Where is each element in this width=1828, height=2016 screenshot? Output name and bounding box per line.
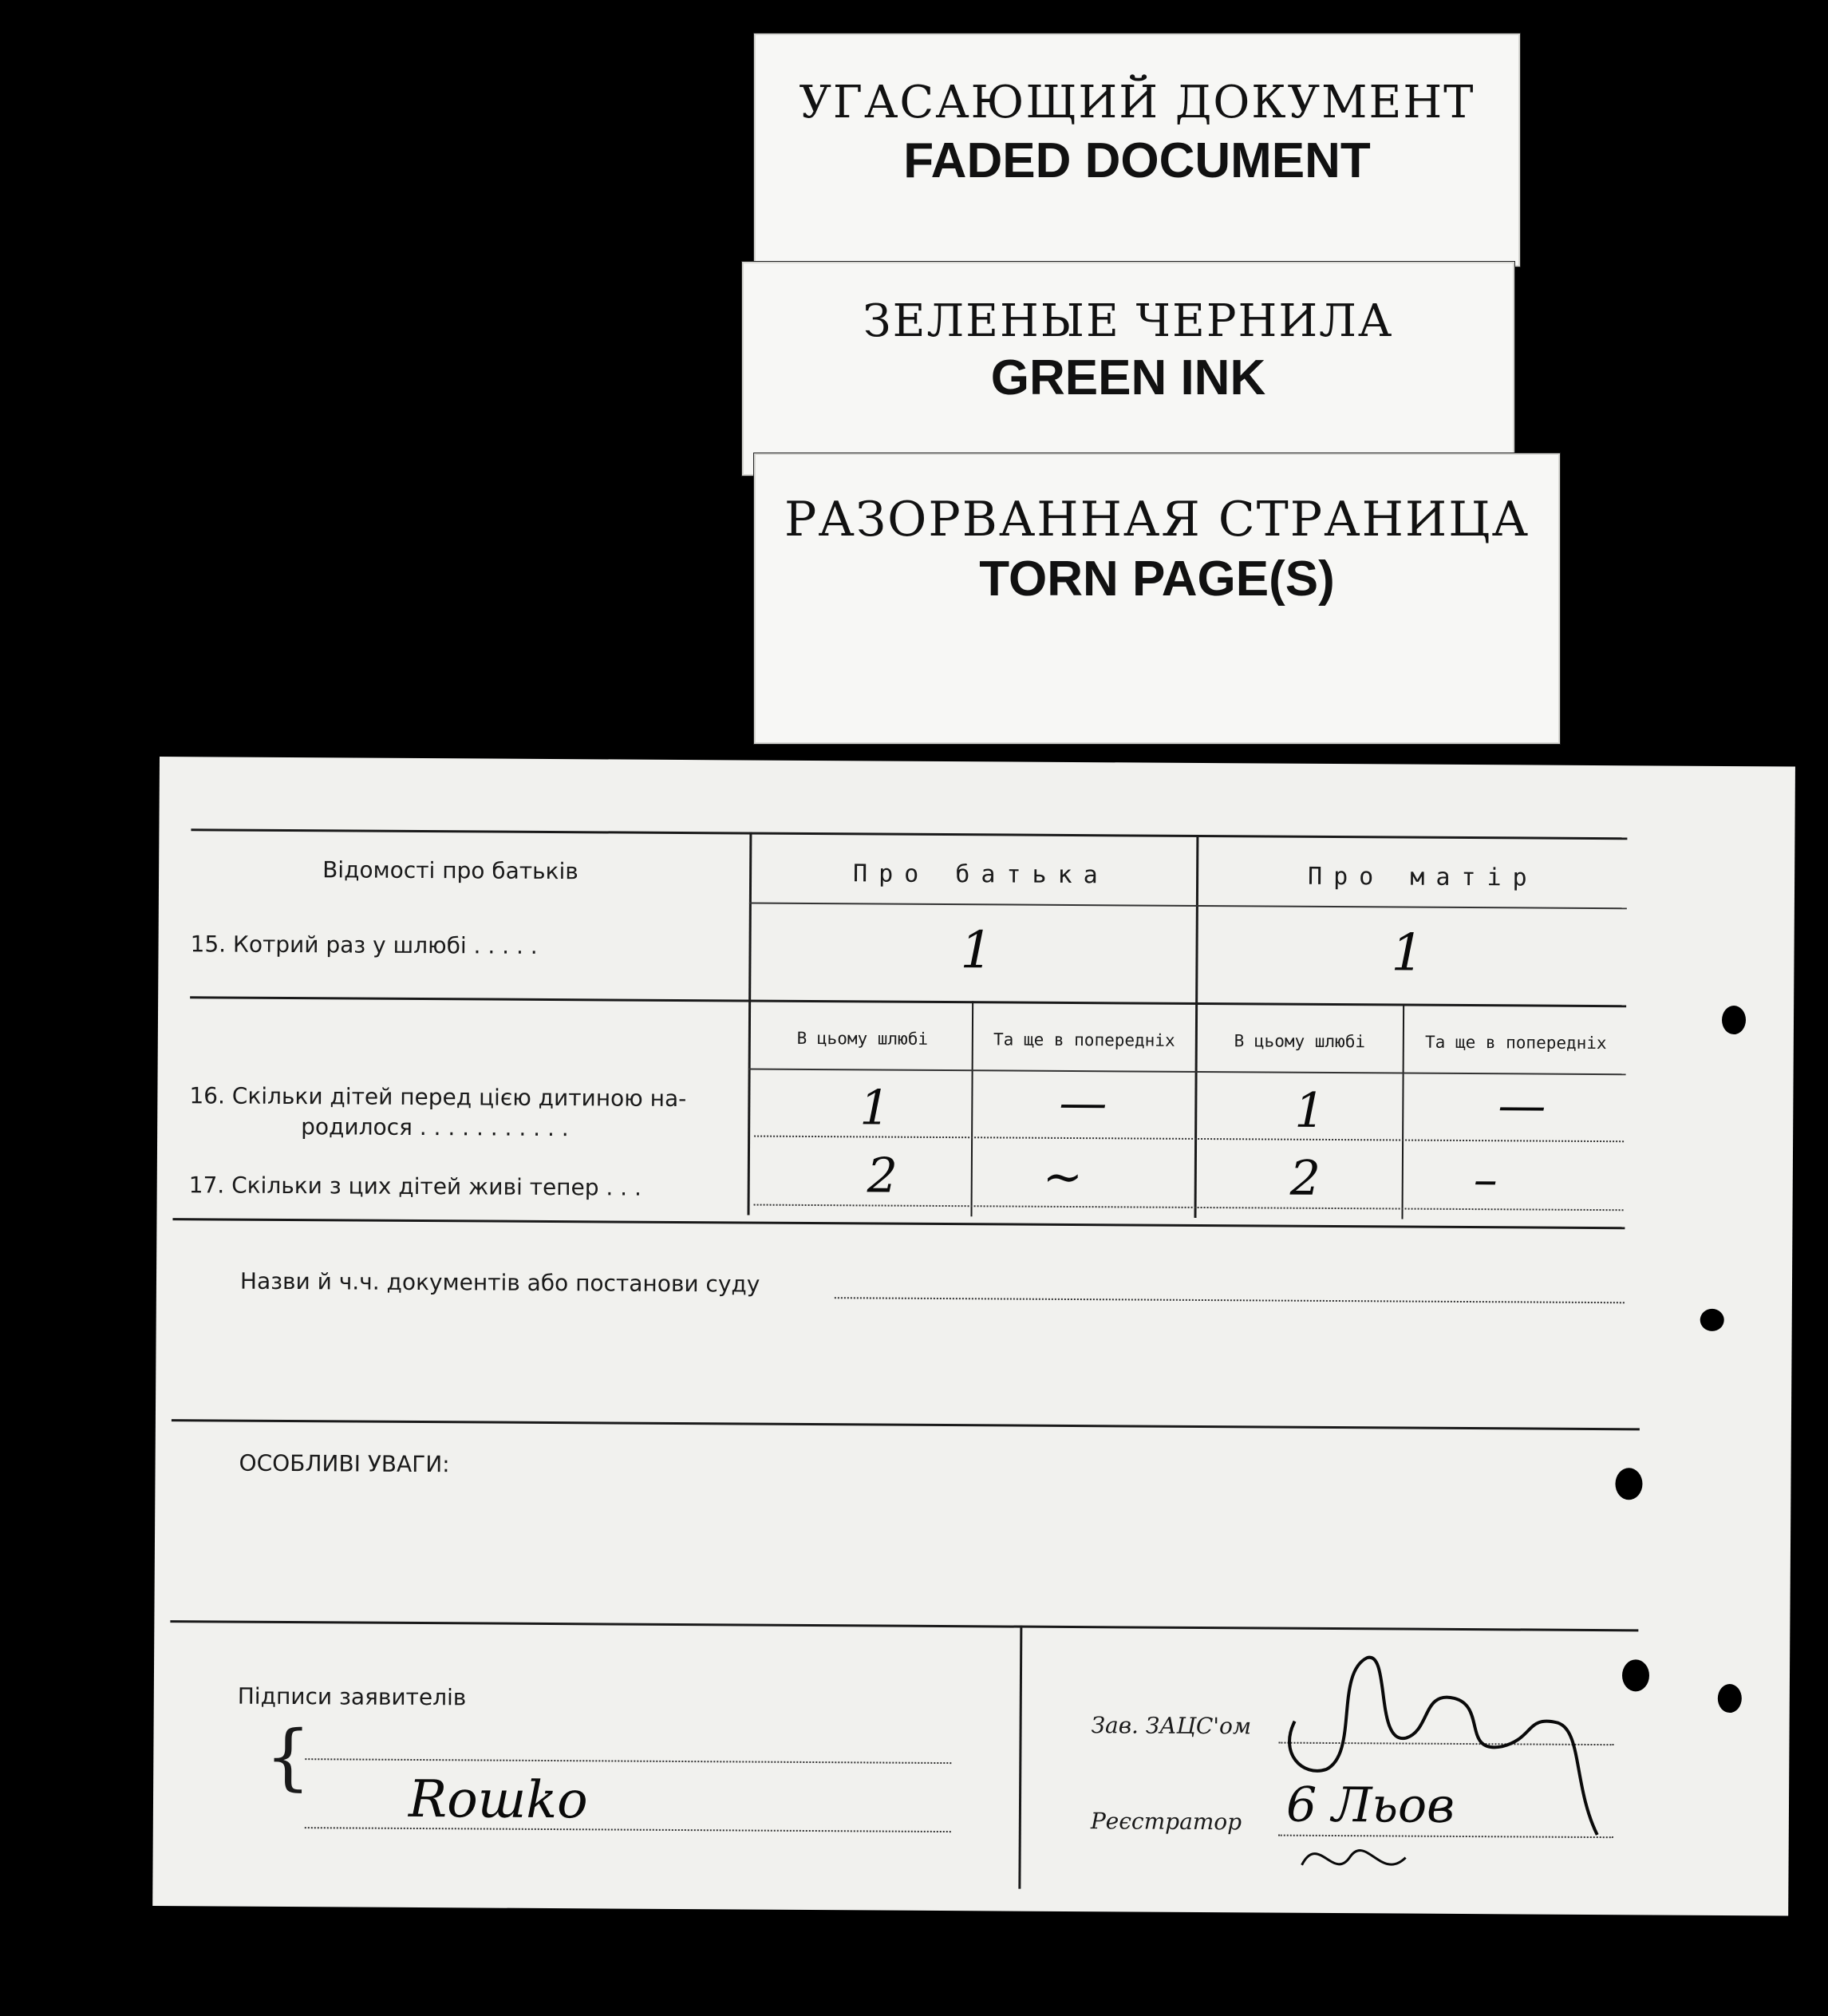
- row16-mother-previous: —: [1498, 1077, 1546, 1134]
- signature-brace: {: [265, 1714, 311, 1800]
- row17-father-current: 2: [867, 1148, 898, 1204]
- row16-mother-current: 1: [1294, 1082, 1325, 1139]
- punch-hole: [1722, 1006, 1746, 1034]
- row16-father-current: 1: [859, 1080, 890, 1136]
- row17-mother-previous: –: [1473, 1152, 1498, 1208]
- green-ink-ru: ЗЕЛЕНЫЕ ЧЕРНИЛА: [863, 295, 1394, 347]
- torn-page-en: TORN PAGE(S): [979, 551, 1335, 607]
- mother-subcolumn-divider: [1401, 1004, 1404, 1219]
- table-bottom-border: [172, 1218, 1625, 1229]
- row17-mother-current: 2: [1289, 1150, 1321, 1207]
- mother-current-marriage-header: В цьому шлюбі: [1234, 1031, 1366, 1052]
- row17-father-previous: ~: [1042, 1148, 1084, 1206]
- green-ink-card: [742, 262, 1514, 476]
- mother-previous-marriages-header: Та ще в попередніх: [1424, 1032, 1607, 1053]
- applicant-signature-line-2: [305, 1827, 951, 1832]
- row15-bottom-border: [190, 996, 1626, 1007]
- subheader-underline: [748, 1069, 1626, 1076]
- punch-hole: [1622, 1659, 1649, 1691]
- faded-document-card: [754, 34, 1520, 267]
- head-of-registry-label: Зав. ЗАЦС'ом: [1091, 1712, 1252, 1740]
- column-divider-father-mother: [1194, 835, 1198, 1218]
- applicant-signature-line-1: [305, 1758, 951, 1764]
- header-underline: [749, 903, 1627, 910]
- father-current-marriage-header: В цьому шлюбі: [796, 1028, 929, 1049]
- mother-header: Про матір: [1308, 862, 1538, 892]
- registrar-label: Реєстратор: [1090, 1808, 1242, 1836]
- punch-hole: [1718, 1684, 1742, 1713]
- applicants-signatures-label: Підписи заявителів: [237, 1682, 467, 1711]
- torn-page-card: [754, 453, 1560, 744]
- column-divider-parents: [748, 832, 752, 1216]
- birth-record-form: [152, 757, 1795, 1915]
- father-subcolumn-divider: [970, 1001, 973, 1216]
- row16-dotted-line: [754, 1136, 1624, 1143]
- registrar-signature: 6 Льов: [1285, 1777, 1455, 1834]
- table-top-border: [191, 828, 1627, 840]
- documents-dotted-line: [835, 1297, 1625, 1303]
- row15-label: 15. Котрий раз у шлюбі . . . . .: [190, 931, 538, 959]
- father-header: Про батька: [853, 860, 1109, 890]
- head-signature-scribble: [1269, 1626, 1606, 1899]
- faded-document-ru: УГАСАЮЩИЙ ДОКУМЕНТ: [799, 77, 1475, 128]
- row17-label: 17. Скільки з цих дітей живі тепер . . .: [188, 1172, 642, 1201]
- row15-father-value: 1: [960, 921, 993, 981]
- documents-bottom-border: [172, 1419, 1640, 1430]
- green-ink-en: GREEN INK: [990, 350, 1266, 405]
- punch-hole: [1615, 1468, 1642, 1500]
- punch-hole: [1700, 1309, 1724, 1331]
- row16-label-line2: родилося . . . . . . . . . . .: [301, 1113, 569, 1142]
- remarks-label: ОСОБЛИВІ УВАГИ:: [239, 1449, 450, 1478]
- faded-document-en: FADED DOCUMENT: [903, 133, 1371, 188]
- parents-info-header: Відомості про батьків: [322, 856, 578, 885]
- row16-father-previous: —: [1059, 1074, 1107, 1132]
- documents-label: Назви й ч.ч. документів або постанови суду: [239, 1267, 760, 1298]
- torn-page-ru: РАЗОРВАННАЯ СТРАНИЦА: [784, 492, 1530, 547]
- father-previous-marriages-header: Та ще в попередніх: [993, 1030, 1175, 1050]
- signature-divider: [1018, 1626, 1022, 1889]
- row15-mother-value: 1: [1391, 923, 1424, 983]
- row16-label-line1: 16. Скільки дітей перед цією дитиною на-: [189, 1082, 687, 1113]
- applicant-signature: Roшkо: [408, 1769, 588, 1831]
